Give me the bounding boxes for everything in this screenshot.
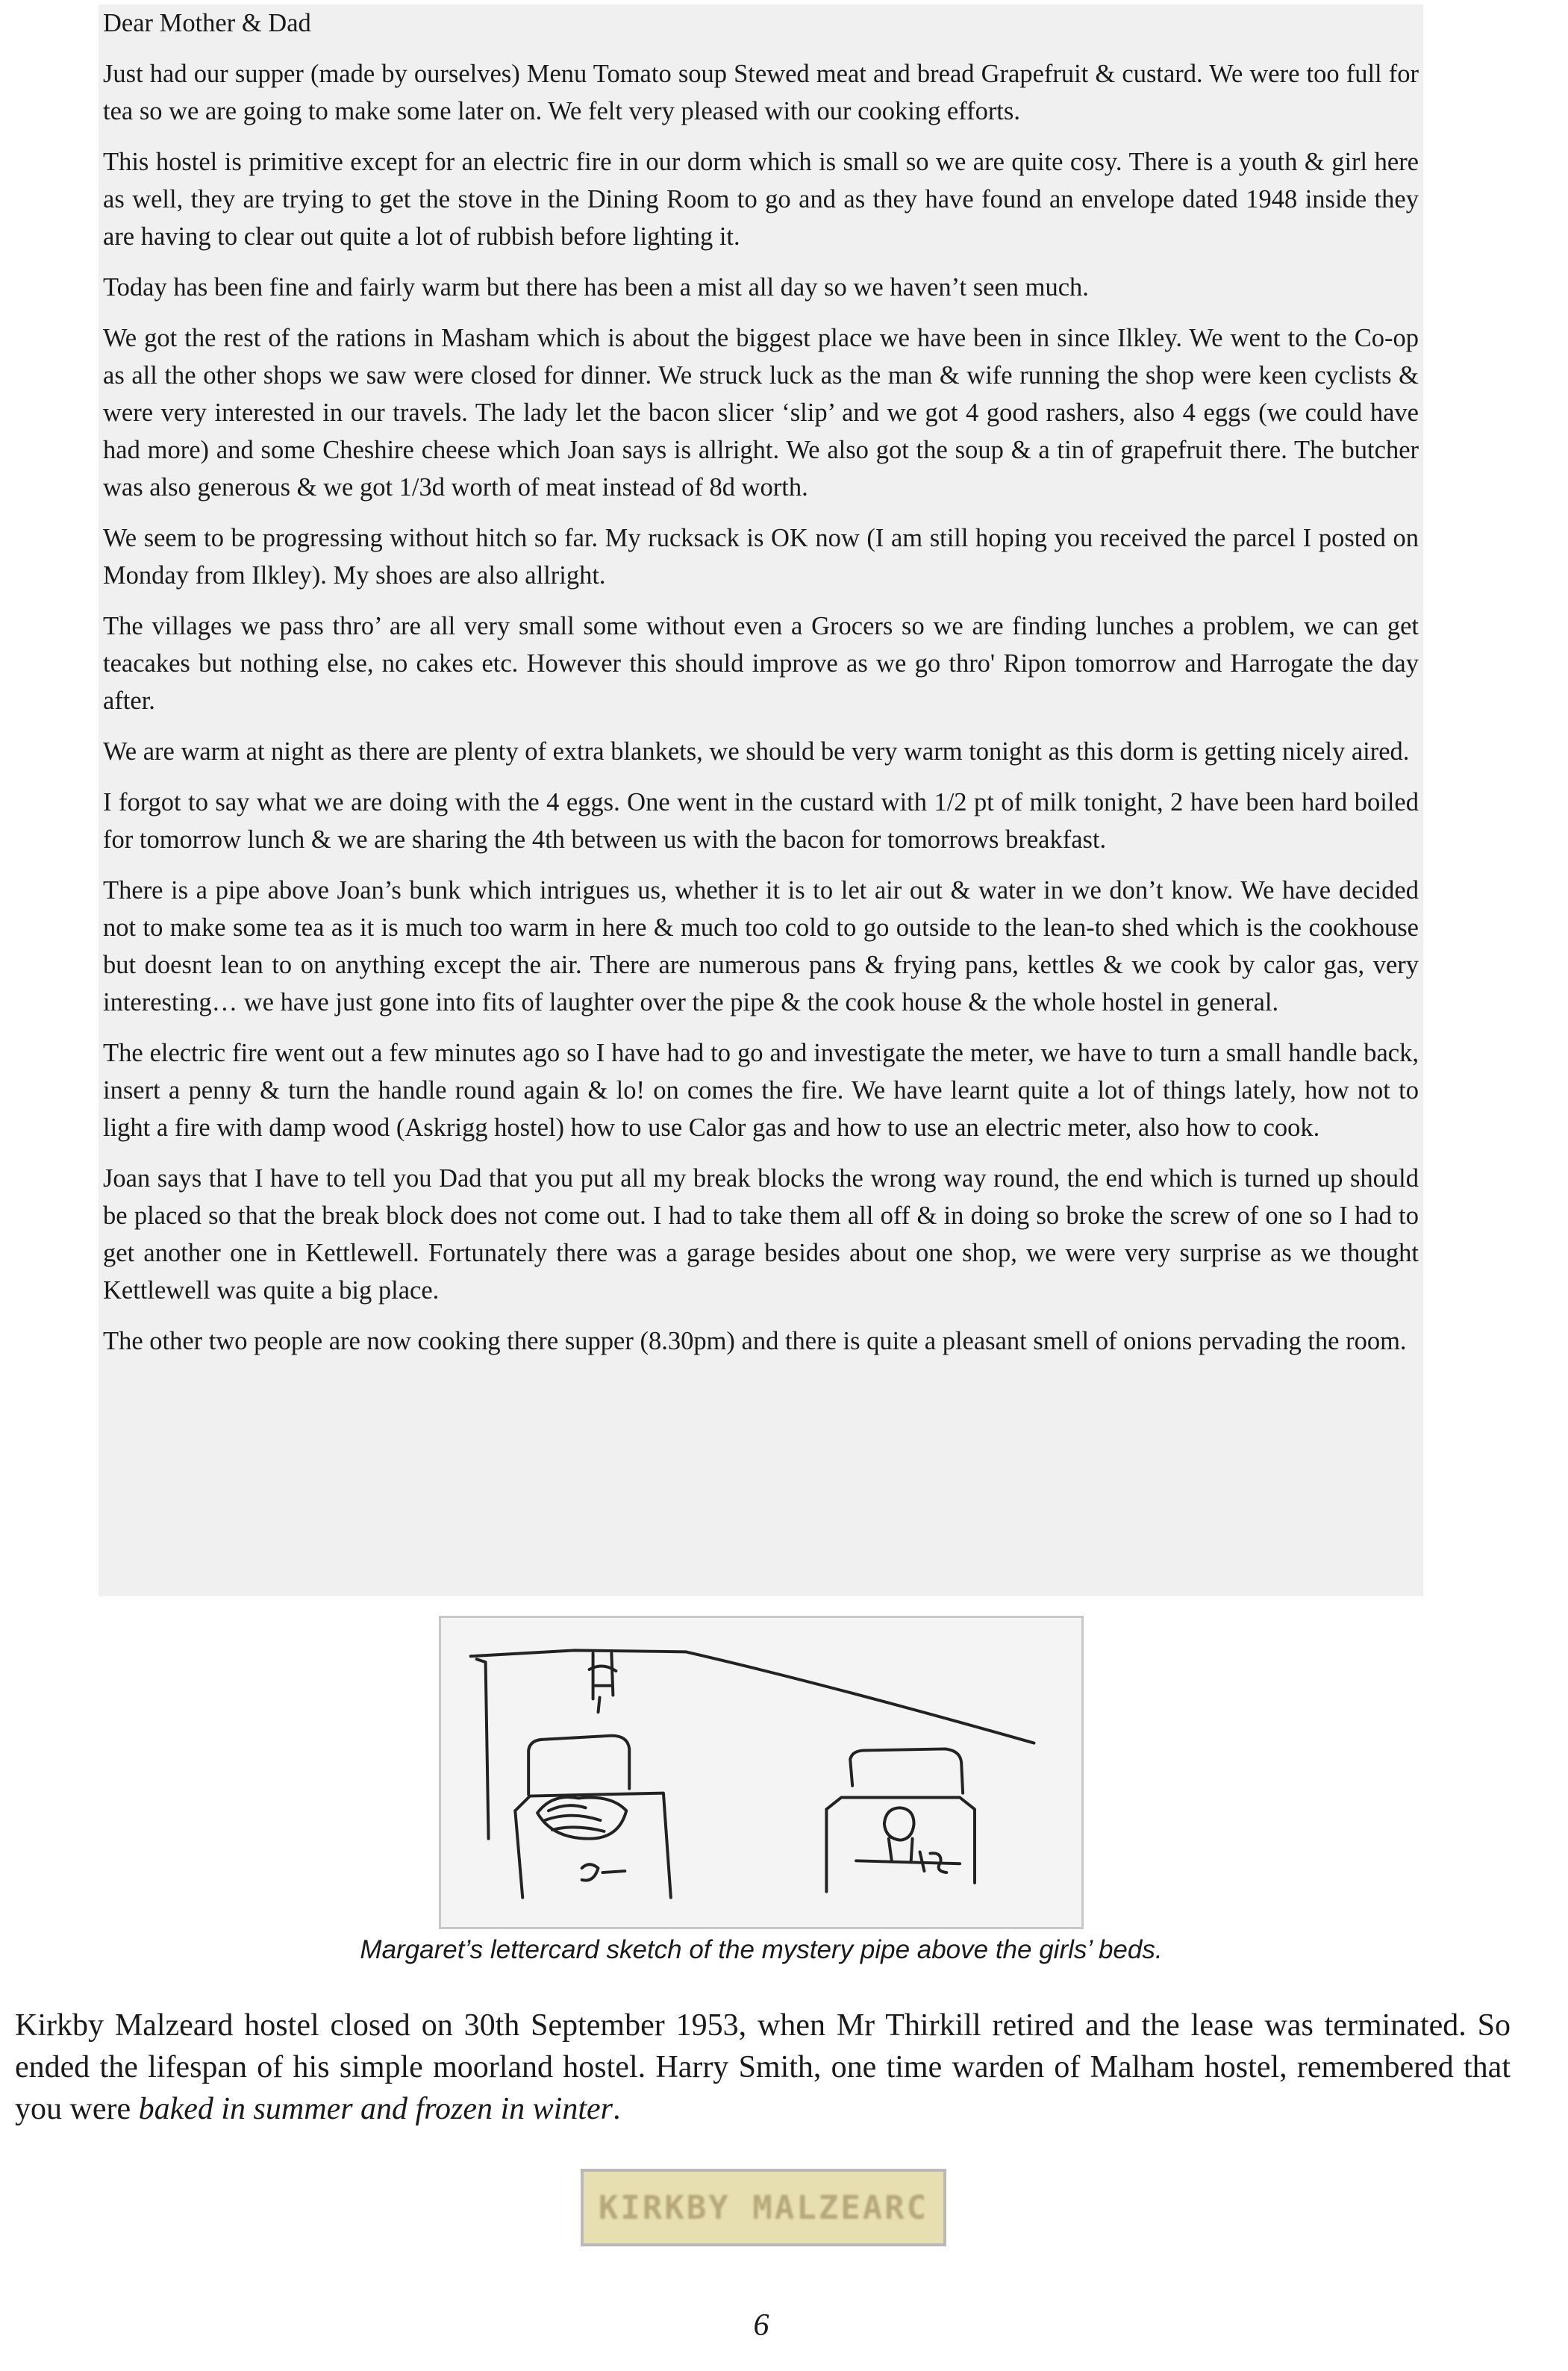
letter-paragraph: The other two people are now cooking there supper (8.30pm) and there is quite a pleasant smell of onions pervading the room.	[103, 1327, 1407, 1355]
letter-paragraph: I forgot to say what we are doing with the 4 eggs. One went in the custard with 1/2 pt of milk tonight, 2 have been hard boiled for tomorrow lunch & we are sharing the 4th between us with the bacon for tomorrows breakfast.	[103, 788, 1419, 854]
closing-paragraph	[15, 2005, 1511, 2130]
pipe-sketch-image	[439, 1616, 1084, 1929]
letter-paragraph: There is a pipe above Joan’s bunk which intrigues us, whether it is to let air out & water in we don’t know. We have decided not to make some tea as it is much too warm in here & much too cold to go outside to the lean-to shed which is the cookhouse but doesnt lean to on anything except the air. There are numerous pans & frying pans, kettles & we cook by calor gas, very interesting… we have just gone into fits of laughter over the pipe & the cook house & the whole hostel in general.	[103, 876, 1419, 1016]
hostel-stamp-image	[581, 2169, 946, 2246]
stamp-text: KIRKBY MALZEARC	[598, 2188, 929, 2227]
letter-paragraph: We are warm at night as there are plenty of extra blankets, we should be very warm tonight as this dorm is getting nicely aired.	[103, 737, 1410, 766]
closing-text: Kirkby Malzeard hostel closed on 30th September 1953, when Mr Thirkill retired and the lease was terminated. So ended the lifespan of his simple moorland hostel. Harry Smith, one time warden of Malham hostel, remembered that you were	[15, 2008, 1511, 2126]
pen-sketch-drawing	[441, 1618, 1081, 1927]
letter-transcript	[99, 4, 1423, 1596]
letter-paragraph: The villages we pass thro’ are all very small some without even a Grocers so we are finding lunches a problem, we can get teacakes but nothing else, no cakes etc. However this should improve as we go thro' Ripon tomorrow and Harrogate the day after.	[103, 612, 1419, 715]
closing-italic-quote: baked in summer and frozen in winter	[138, 2092, 613, 2126]
closing-text-end: .	[613, 2092, 621, 2126]
letter-paragraph: Today has been fine and fairly warm but there has been a mist all day so we haven’t seen much.	[103, 273, 1089, 302]
letter-paragraph: Joan says that I have to tell you Dad that you put all my break blocks the wrong way round, the end which is turned up should be placed so that the break block does not come out. I had to take them all off & in doing so broke the screw of one so I had to get another one in Kettlewell. Fortunately there was a garage besides about one shop, we were very surprise as we thought Kettlewell was quite a big place.	[103, 1164, 1419, 1305]
letter-paragraph: The electric fire went out a few minutes ago so I have had to go and investigate the meter, we have to turn a small handle back, insert a penny & turn the handle round again & lo! on comes the fire. We have learnt quite a lot of things lately, how not to light a fire with damp wood (Askrigg hostel) how to use Calor gas and how to use an electric meter, also how to cook.	[103, 1039, 1419, 1142]
letter-paragraph: We got the rest of the rations in Masham which is about the biggest place we have been in since Ilkley. We went to the Co-op as all the other shops we saw were closed for dinner. We struck luck as the man & wife running the shop were keen cyclists & were very interested in our travels. The lady let the bacon slicer ‘slip’ and we got 4 good rashers, also 4 eggs (we could have had more) and some Cheshire cheese which Joan says is allright. We also got the soup & a tin of grapefruit there. The butcher was also generous & we got 1/3d worth of meat instead of 8d worth.	[103, 324, 1419, 502]
letter-greeting: Dear Mother & Dad	[103, 9, 311, 37]
letter-paragraph: This hostel is primitive except for an electric fire in our dorm which is small so we are quite cosy. There is a youth & girl here as well, they are trying to get the stove in the Dining Room to go and as they have found an envelope dated 1948 inside they are having to clear out quite a lot of rubbish before lighting it.	[103, 148, 1419, 251]
figure-caption: Margaret’s lettercard sketch of the mystery pipe above the girls’ beds.	[360, 1935, 1163, 1964]
letter-paragraph: Just had our supper (made by ourselves) Menu Tomato soup Stewed meat and bread Grapefruit & custard. We were too full for tea so we are going to make some later on. We felt very pleased with our cooking efforts.	[103, 60, 1419, 125]
letter-paragraph: We seem to be progressing without hitch so far. My rucksack is OK now (I am still hoping you received the parcel I posted on Monday from Ilkley). My shoes are also allright.	[103, 524, 1419, 590]
page-number: 6	[753, 2308, 769, 2343]
